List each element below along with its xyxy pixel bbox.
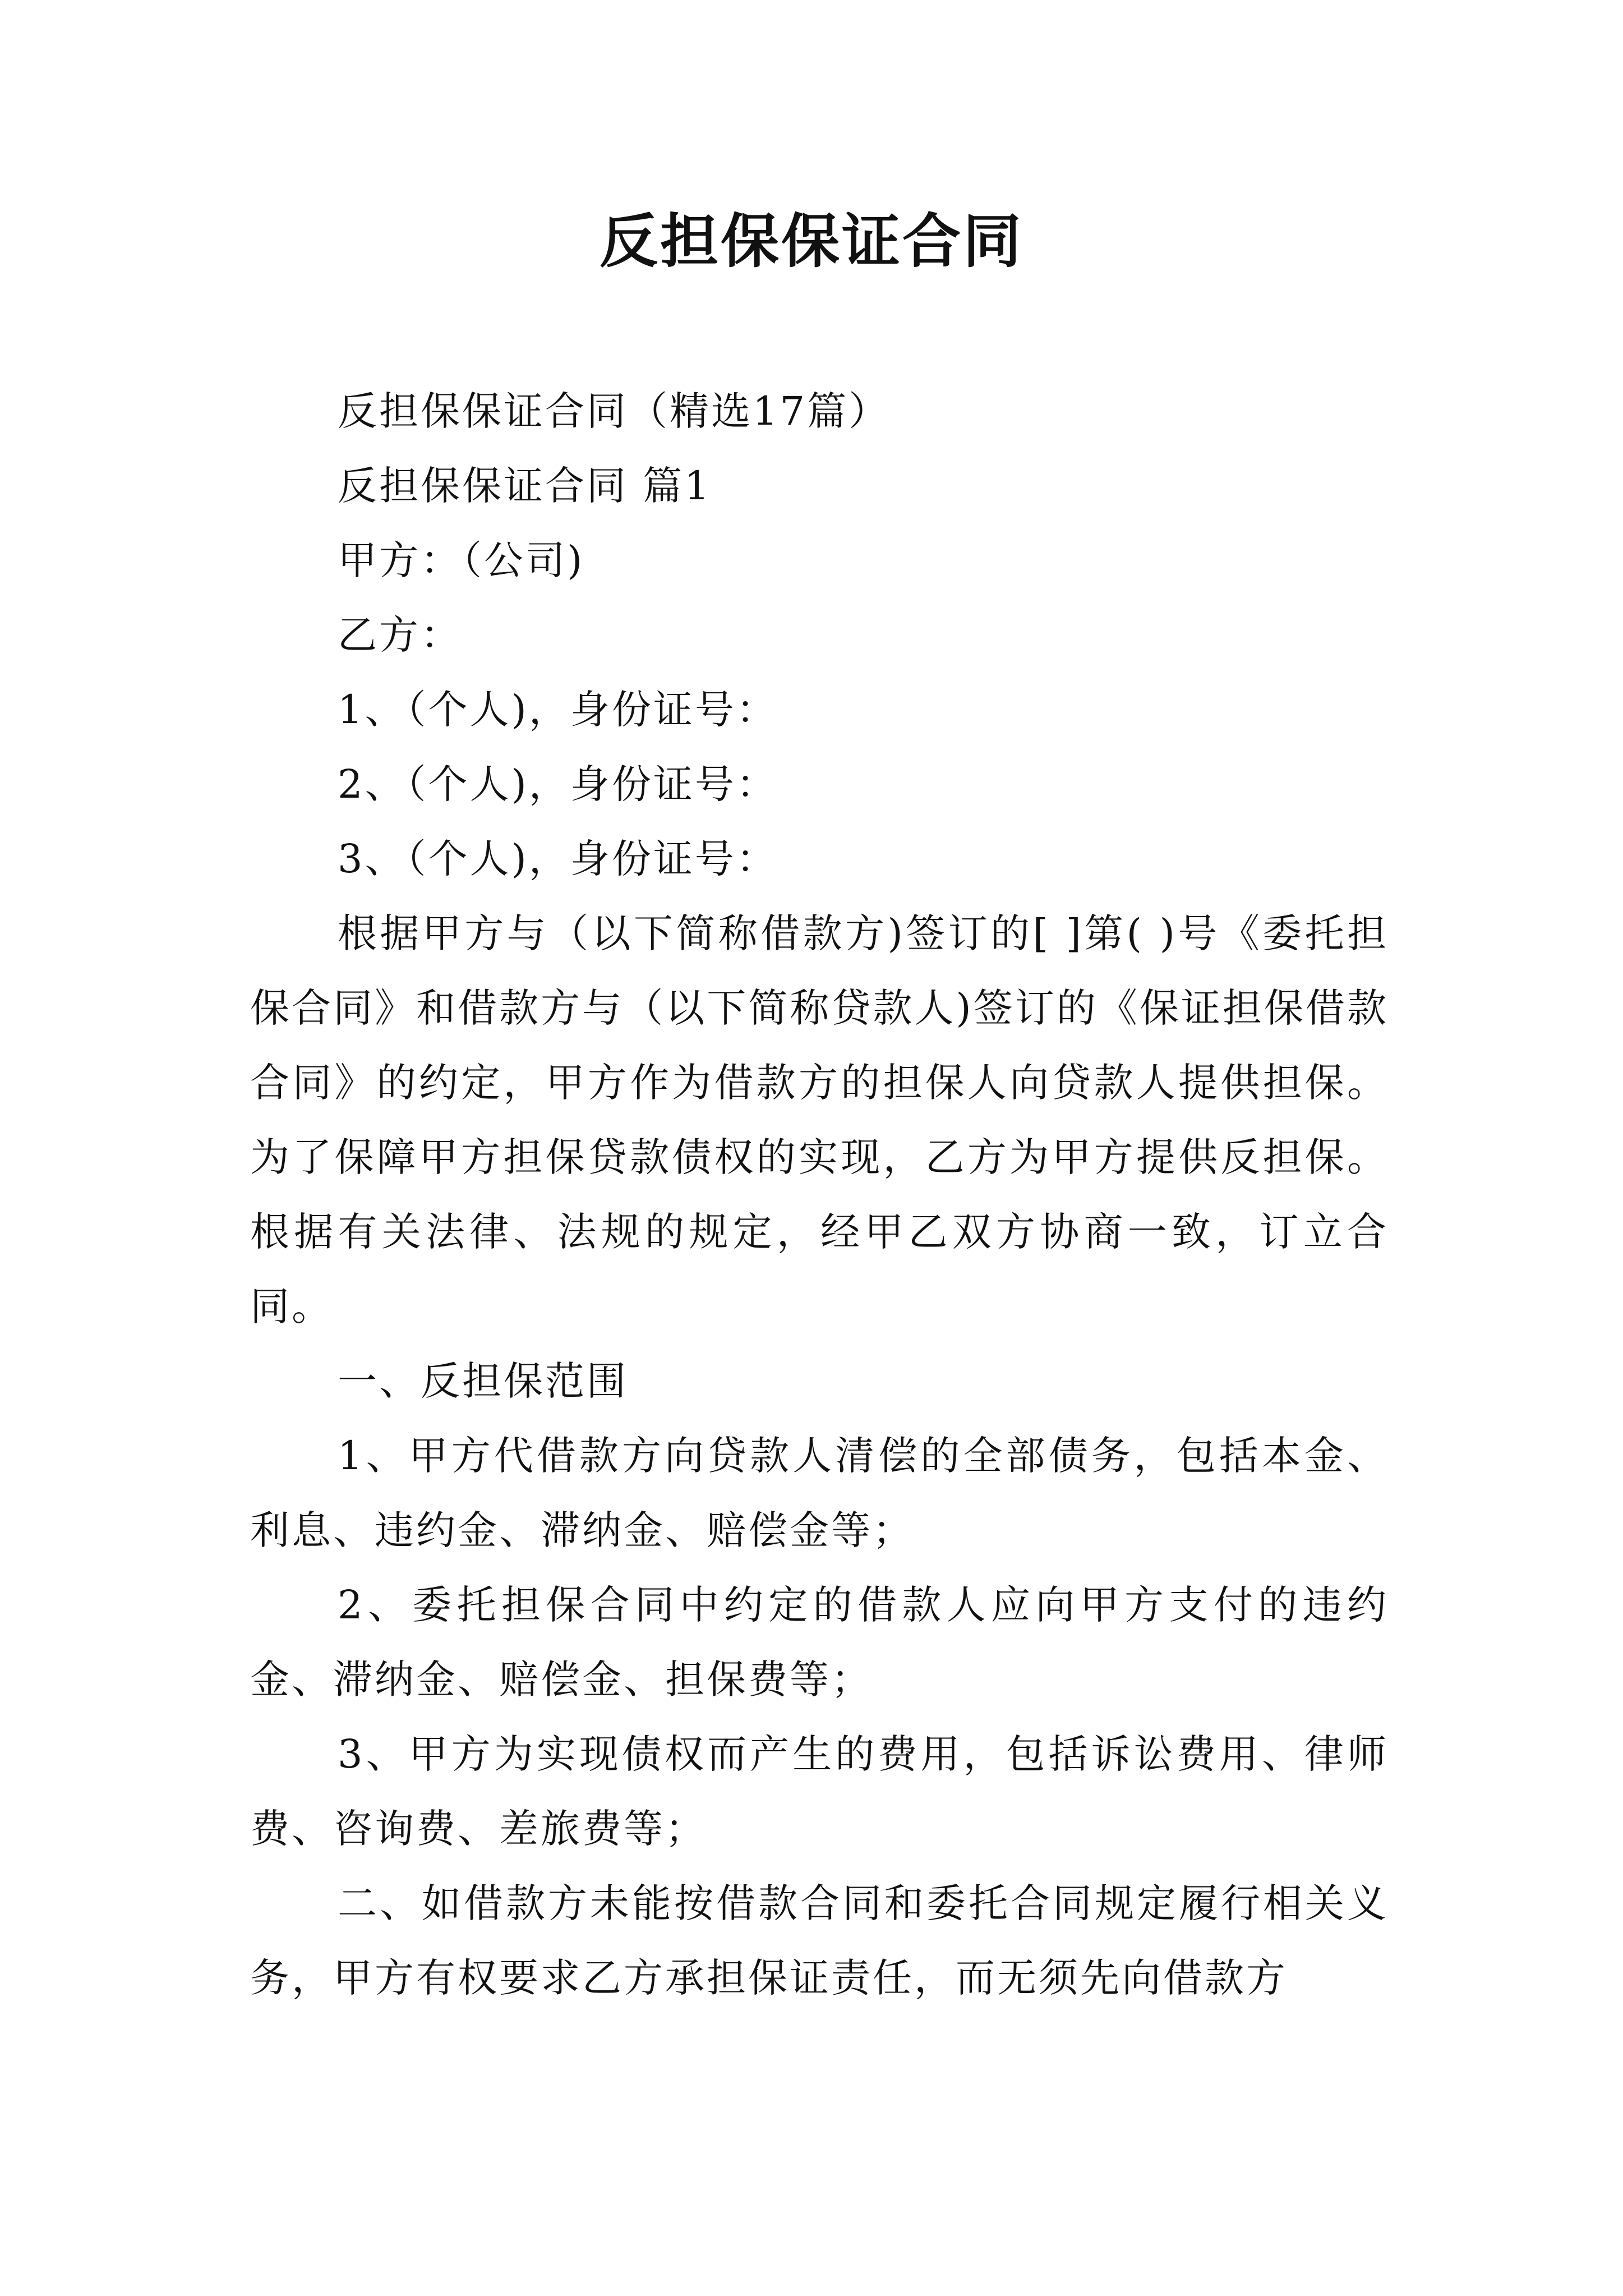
- paragraph-clause-1-item-2: 2、委托担保合同中约定的借款人应向甲方支付的违约金、滞纳金、赔偿金、担保费等；: [250, 1582, 1389, 1703]
- document-title: 反担保保证合同: [599, 206, 1023, 275]
- document-body: [250, 374, 1389, 2016]
- paragraph-clause-1-item-3: 3、甲方为实现债权而产生的费用，包括诉讼费用、律师费、咨询费、差旅费等；: [250, 1731, 1389, 1852]
- paragraph-section-heading: 反担保保证合同 篇1: [338, 463, 712, 509]
- paragraph-party-b: 乙方：: [338, 612, 462, 658]
- paragraph-party-a: 甲方：（公司): [338, 537, 585, 583]
- paragraph-clause-1-item-1: 1、甲方代借款方向贷款人清偿的全部债务，包括本金、利息、违约金、滞纳金、赔偿金等；: [250, 1433, 1389, 1553]
- paragraph-party-b-1: 1、（个人)，身份证号：: [338, 687, 778, 733]
- paragraph-party-b-2: 2、（个人)，身份证号：: [338, 761, 778, 807]
- paragraph-clause-1-heading: 一、反担保范围: [338, 1358, 628, 1404]
- paragraph-preamble: 根据甲方与（以下简称借款方)签订的[ ]第( )号《委托担保合同》和借款方与（以下简称贷款人)签订的《保证担保借款合同》的约定，甲方作为借款方的担保人向贷款人提供担保。为了保障甲方担保贷款债权的实现，乙方为甲方提供反担保。根据有关法律、法规的规定，经甲乙双方协商一致，订立合同。: [250, 910, 1389, 1329]
- paragraph-party-b-3: 3、（个人)，身份证号：: [338, 836, 778, 882]
- paragraph-clause-2: 二、如借款方未能按借款合同和委托合同规定履行相关义务，甲方有权要求乙方承担保证责任，而无须先向借款方: [250, 1880, 1389, 2001]
- paragraph-subtitle: 反担保保证合同（精选17篇）: [338, 388, 891, 434]
